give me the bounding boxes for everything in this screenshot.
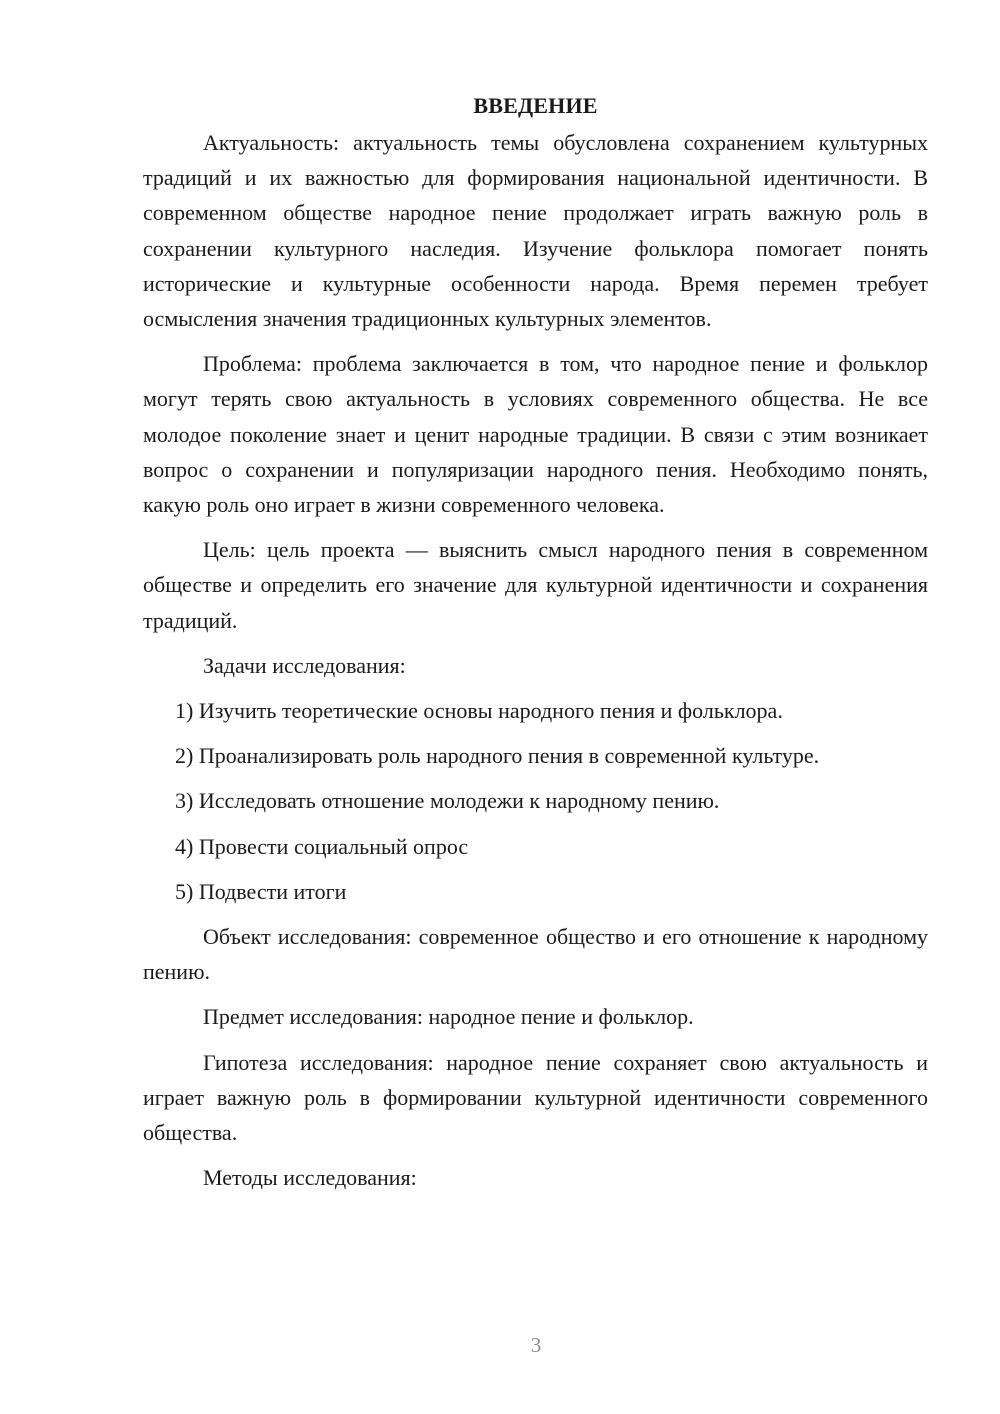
tasks-heading: Задачи исследования: xyxy=(203,652,406,678)
tasks-list xyxy=(143,693,928,909)
subject-paragraph: Предмет исследования: народное пение и фольклор. xyxy=(203,1004,694,1030)
list-item: 1) Изучить теоретические основы народного пения и фольклора. xyxy=(175,698,783,724)
relevance-paragraph: Актуальность: актуальность темы обусловлена сохранением культурных традиций и их важностью для формирования национальной идентичности. В современном обществе народное пение продолжает играть важную роль в сохранении культурного наследия. Изучение фольклора помогает понять исторические и культурные особенности народа. Время перемен требует осмысления значения традиционных культурных элементов. xyxy=(143,130,928,332)
methods-heading: Методы исследования: xyxy=(203,1165,417,1191)
object-paragraph: Объект исследования: современное общество и его отношение к народному пению. xyxy=(143,924,928,985)
problem-paragraph: Проблема: проблема заключается в том, что народное пение и фольклор могут терять свою актуальность в условиях современного общества. Не все молодое поколение знает и ценит народные традиции. В связи с этим возникает вопрос о сохранении и популяризации народного пения. Необходимо понять, какую роль оно играет в жизни современного человека. xyxy=(143,351,928,518)
list-item: 5) Подвести итоги xyxy=(175,878,347,904)
list-item: 3) Исследовать отношение молодежи к народному пению. xyxy=(175,788,720,814)
list-item: 2) Проанализировать роль народного пения в современной культуре. xyxy=(175,743,820,769)
page-content xyxy=(143,88,928,1205)
page-number: 3 xyxy=(530,1333,542,1357)
hypothesis-paragraph: Гипотеза исследования: народное пение сохраняет свою актуальность и играет важную роль в формировании культурной идентичности современного общества. xyxy=(143,1049,928,1146)
list-item: 4) Провести социальный опрос xyxy=(175,833,469,859)
goal-paragraph: Цель: цель проекта — выяснить смысл народного пения в современном обществе и определить его значение для культурной идентичности и сохранения традиций. xyxy=(143,537,928,633)
page-title: ВВЕДЕНИЕ xyxy=(473,93,598,118)
